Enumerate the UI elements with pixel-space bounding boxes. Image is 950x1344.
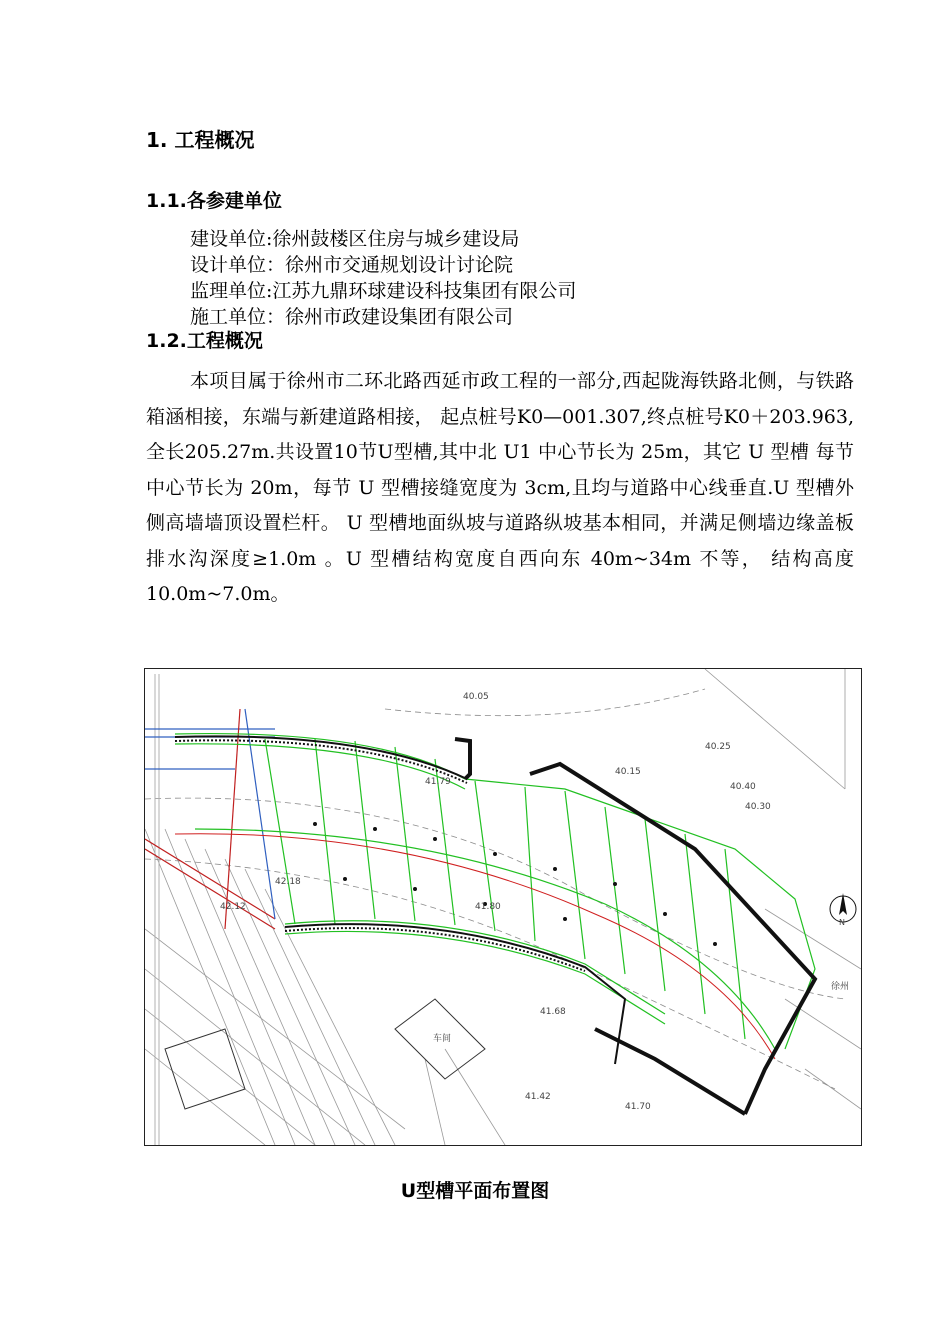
section-1-2-heading: 1.2.工程概况	[146, 330, 263, 352]
elevation-label: 42.18	[275, 877, 301, 887]
elevation-label: 40.40	[730, 782, 756, 792]
u-trough-plan-figure	[144, 668, 862, 1146]
place-label: 徐州	[831, 982, 850, 992]
contractor-unit: 施工单位：徐州市政建设集团有限公司	[190, 306, 514, 328]
elevation-label: 40.15	[615, 767, 641, 777]
elevation-label: 40.05	[463, 692, 489, 702]
elevation-label: 41.42	[525, 1092, 551, 1102]
supervision-unit: 监理单位:江苏九鼎环球建设科技集团有限公司	[190, 280, 577, 302]
section-1-1-heading: 1.1.各参建单位	[146, 190, 282, 212]
figure-caption: U型槽平面布置图	[400, 1180, 550, 1202]
design-unit: 设计单位：徐州市交通规划设计讨论院	[190, 254, 514, 276]
elevation-label: 40.30	[745, 802, 771, 812]
participating-units-list	[190, 226, 576, 330]
place-label: 车间	[433, 1034, 452, 1044]
elevation-label: 41.79	[425, 777, 451, 787]
construction-unit: 建设单位:徐州鼓楼区住房与城乡建设局	[190, 228, 520, 250]
elevation-label: 41.68	[540, 1007, 566, 1017]
elevation-label: 42.12	[220, 902, 246, 912]
elevation-label: 41.70	[625, 1102, 651, 1112]
elevation-label: 40.25	[705, 742, 731, 752]
elevation-label: 41.80	[475, 902, 501, 912]
north-letter: N	[839, 918, 845, 927]
project-overview-paragraph: 本项目属于徐州市二环北路西延市政工程的一部分,西起陇海铁路北侧，与铁路箱涵相接，东端与新建道路相接， 起点桩号K0—001.307,终点桩号K0＋203.963,全长205.27m.共设置10节U型槽,其中北 U1 中心节长为 25m，其它 U 型槽 每节中心节长为 20m，每节 U 型槽接缝宽度为 3cm,且均与道路中心线垂直.U 型槽外侧高墙墙顶设置栏杆。 U 型槽地面纵坡与道路纵坡基本相同，并满足侧墙边缘盖板排水沟深度≥1.0m 。U 型槽结构宽度自西向东 40m~34m 不等， 结构高度10.0m~7.0m。	[146, 370, 854, 605]
section-1-heading: 1. 工程概况	[146, 128, 255, 152]
u-trough-plan-drawing	[145, 669, 861, 1145]
